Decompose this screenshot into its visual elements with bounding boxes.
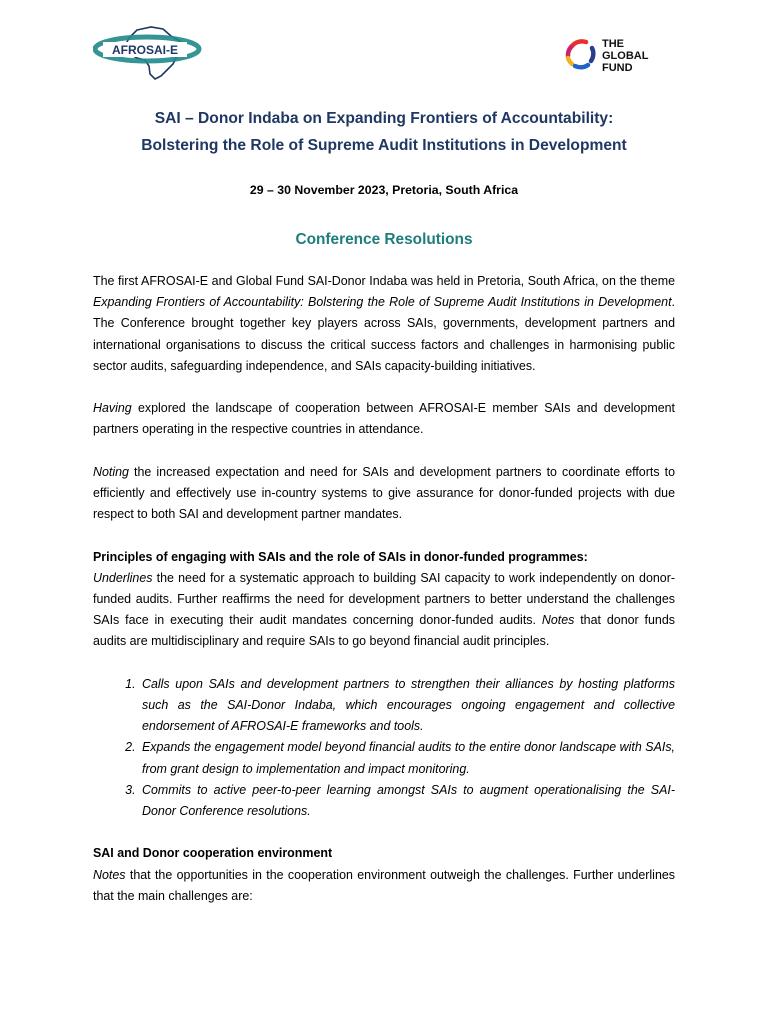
- global-fund-global: GLOBAL: [602, 50, 649, 62]
- having-paragraph: Having explored the landscape of cooperation between AFROSAI-E member SAIs and development partners operating in the respective countries in attendance.: [93, 401, 675, 437]
- principles-heading: Principles of engaging with SAIs and the role of SAIs in donor-funded programmes:: [93, 549, 588, 564]
- environment-paragraph: Notes that the opportunities in the cooperation environment outweigh the challenges. Further underlines that the main challenges are:: [93, 867, 675, 903]
- afrosai-e-logo: [93, 24, 205, 82]
- intro-paragraph: The first AFROSAI-E and Global Fund SAI-Donor Indaba was held in Pretoria, South Africa, on the theme Expanding Frontiers of Accountability: Bolstering the Role of Supreme Audit Institutions in Development. The Conference brought together key players across SAIs, governments, development partners and international organisations to discuss the critical success factors and challenges in harmonising public sector audits, safeguarding independence, and SAIs capacity-building initiatives.: [93, 274, 675, 373]
- afrosai-e-wordmark: AFROSAI-E: [112, 43, 178, 57]
- commitments-list: [93, 674, 675, 822]
- resolutions-heading: Conference Resolutions: [295, 231, 473, 248]
- commitment-item: 3. Commits to active peer-to-peer learning amongst SAIs to augment operationalising the SAI-Donor Conference resolutions.: [139, 780, 675, 822]
- document-title-line-2: Bolstering the Role of Supreme Audit Institutions in Development: [141, 137, 627, 154]
- conference-theme: Expanding Frontiers of Accountability: Bolstering the Role of Supreme Audit Institutions in Development: [93, 295, 672, 310]
- commitment-item: 1. Calls upon SAIs and development partners to strengthen their alliances by hosting platforms such as the SAI-Donor Indaba, which encourages ongoing engagement and collective endorsement of AFROSAI-E frameworks and tools.: [139, 674, 675, 738]
- global-fund-the: THE: [602, 38, 624, 50]
- commitment-item: 2. Expands the engagement model beyond financial audits to the entire donor landscape with SAIs, from grant design to implementation and impact monitoring.: [139, 737, 675, 779]
- principles-paragraph: Underlines the need for a systematic approach to building SAI capacity to work independently on donor-funded audits. Further reaffirms the need for development partners to better understand the challenges SAIs face in executing their audit mandates concerning donor-funded audits. Notes that donor funds audits are multidisciplinary and require SAIs to go beyond financial audit principles.: [93, 570, 675, 649]
- document-body: [93, 271, 675, 907]
- noting-paragraph: Noting the increased expectation and need for SAIs and development partners to coordinate efforts to efficiently and effectively use in-country systems to give assurance for donor-funded projects with due respect to both SAI and development partner mandates.: [93, 464, 675, 522]
- global-fund-logo: [562, 34, 676, 74]
- environment-heading: SAI and Donor cooperation environment: [93, 846, 333, 861]
- global-fund-fund: FUND: [602, 62, 633, 74]
- conference-date-location: 29 – 30 November 2023, Pretoria, South Africa: [249, 183, 519, 197]
- document-title-line-1: SAI – Donor Indaba on Expanding Frontiers of Accountability:: [154, 110, 614, 127]
